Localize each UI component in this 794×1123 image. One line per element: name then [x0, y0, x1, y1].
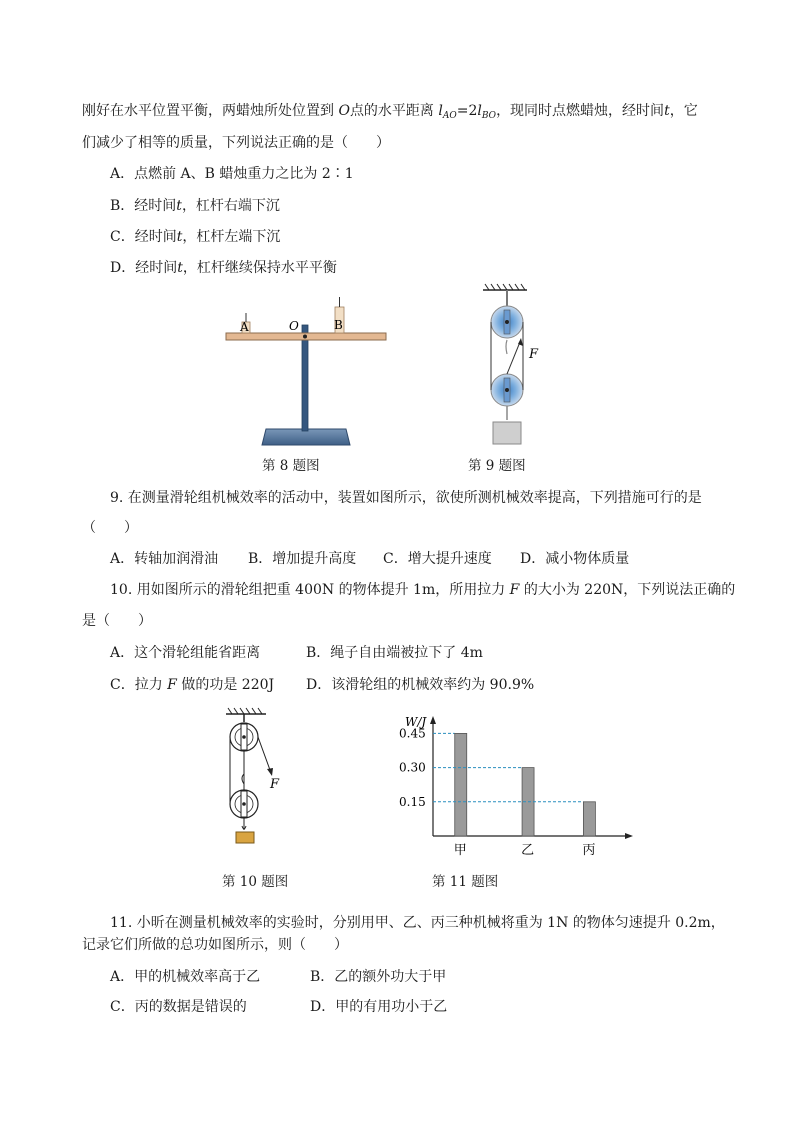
q9-stem-line2: （ ） [82, 520, 138, 536]
label-b: B [334, 318, 343, 332]
fig11-work-bar-chart [395, 710, 635, 870]
q8-option-b: B．经时间t，杠杆右端下沉 [110, 198, 280, 214]
q10-stem-line1: 10. 用如图所示的滑轮组把重 400N 的物体提升 1m，所用拉力 F 的大小为 220N，下列说法正确的 [110, 582, 736, 598]
fig8-caption: 第 8 题图 [262, 458, 320, 474]
y-tick-label: 0.45 [399, 726, 426, 741]
label-a: A [240, 320, 249, 334]
q10-option-b: B．绳子自由端被拉下了 4m [306, 645, 483, 661]
q11-option-a: A．甲的机械效率高于乙 [110, 969, 261, 985]
x-axis-arrow [625, 833, 633, 839]
pivot-dot [303, 335, 307, 339]
x-tick-label: 乙 [521, 843, 535, 858]
q8-stem-line2: 们减少了相等的质量，下列说法正确的是（ ） [82, 135, 390, 151]
weight-block [493, 422, 521, 444]
fig10-pulley-diagram [222, 706, 292, 856]
q8-option-d: D．经时间t，杠杆继续保持水平平衡 [110, 260, 337, 276]
q8-stem-line1: 刚好在水平位置平衡，两蜡烛所处位置到 O点的水平距离 $l_{AO}=2l_{BO}$，现同时点燃蜡烛，经时间t，它 [82, 103, 698, 121]
label-o: O [289, 319, 299, 333]
bar-1 [455, 733, 467, 836]
q8-option-a: A．点燃前 A、B 蜡烛重力之比为 2∶1 [110, 166, 354, 182]
q9-option-d: D．减小物体质量 [520, 551, 630, 567]
q9-option-c: C．增大提升速度 [383, 551, 492, 567]
x-tick-label: 甲 [453, 843, 467, 858]
x-tick-label: 丙 [582, 843, 596, 858]
weight-block-10 [236, 832, 254, 843]
q11-stem-line1: 11. 小昕在测量机械效率的实验时，分别用甲、乙、丙三种机械将重为 1N 的物体匀速提升 0.2m， [110, 915, 725, 931]
fig11-caption: 第 11 题图 [432, 874, 499, 890]
q10-option-c: C．拉力 F 做的功是 220J [110, 677, 275, 693]
bar-3 [583, 802, 595, 836]
q11-option-d: D．甲的有用功小于乙 [310, 999, 448, 1015]
fig9-caption: 第 9 题图 [468, 458, 526, 474]
q10-option-a: A．这个滑轮组能省距离 [110, 645, 261, 661]
fig10-caption: 第 10 题图 [222, 874, 289, 890]
y-axis-label: W/J [405, 715, 427, 729]
fig9-pulley-diagram [475, 284, 555, 444]
label-f: F [529, 347, 539, 362]
lever-post [302, 325, 308, 431]
y-axis-arrow [430, 716, 436, 724]
q10-stem-line2: 是（ ） [82, 613, 152, 629]
fig8-lever-diagram [222, 305, 392, 445]
y-tick-label: 0.30 [399, 760, 426, 775]
q8-option-c: C．经时间t，杠杆左端下沉 [110, 229, 281, 245]
y-tick-label: 0.15 [399, 794, 426, 809]
q11-option-b: B．乙的额外功大于甲 [310, 969, 447, 985]
q9-option-b: B．增加提升高度 [248, 551, 357, 567]
q11-option-c: C．丙的数据是错误的 [110, 999, 247, 1015]
q9-option-a: A．转轴加润滑油 [110, 551, 219, 567]
label-f-10: F [270, 777, 280, 792]
q11-stem-line2: 记录它们所做的总功如图所示，则（ ） [82, 937, 348, 953]
q9-stem-line1: 9. 在测量滑轮组机械效率的活动中，装置如图所示，欲使所测机械效率提高，下列措施可行的是 [110, 490, 702, 506]
q10-option-d: D．该滑轮组的机械效率约为 90.9% [306, 677, 535, 693]
